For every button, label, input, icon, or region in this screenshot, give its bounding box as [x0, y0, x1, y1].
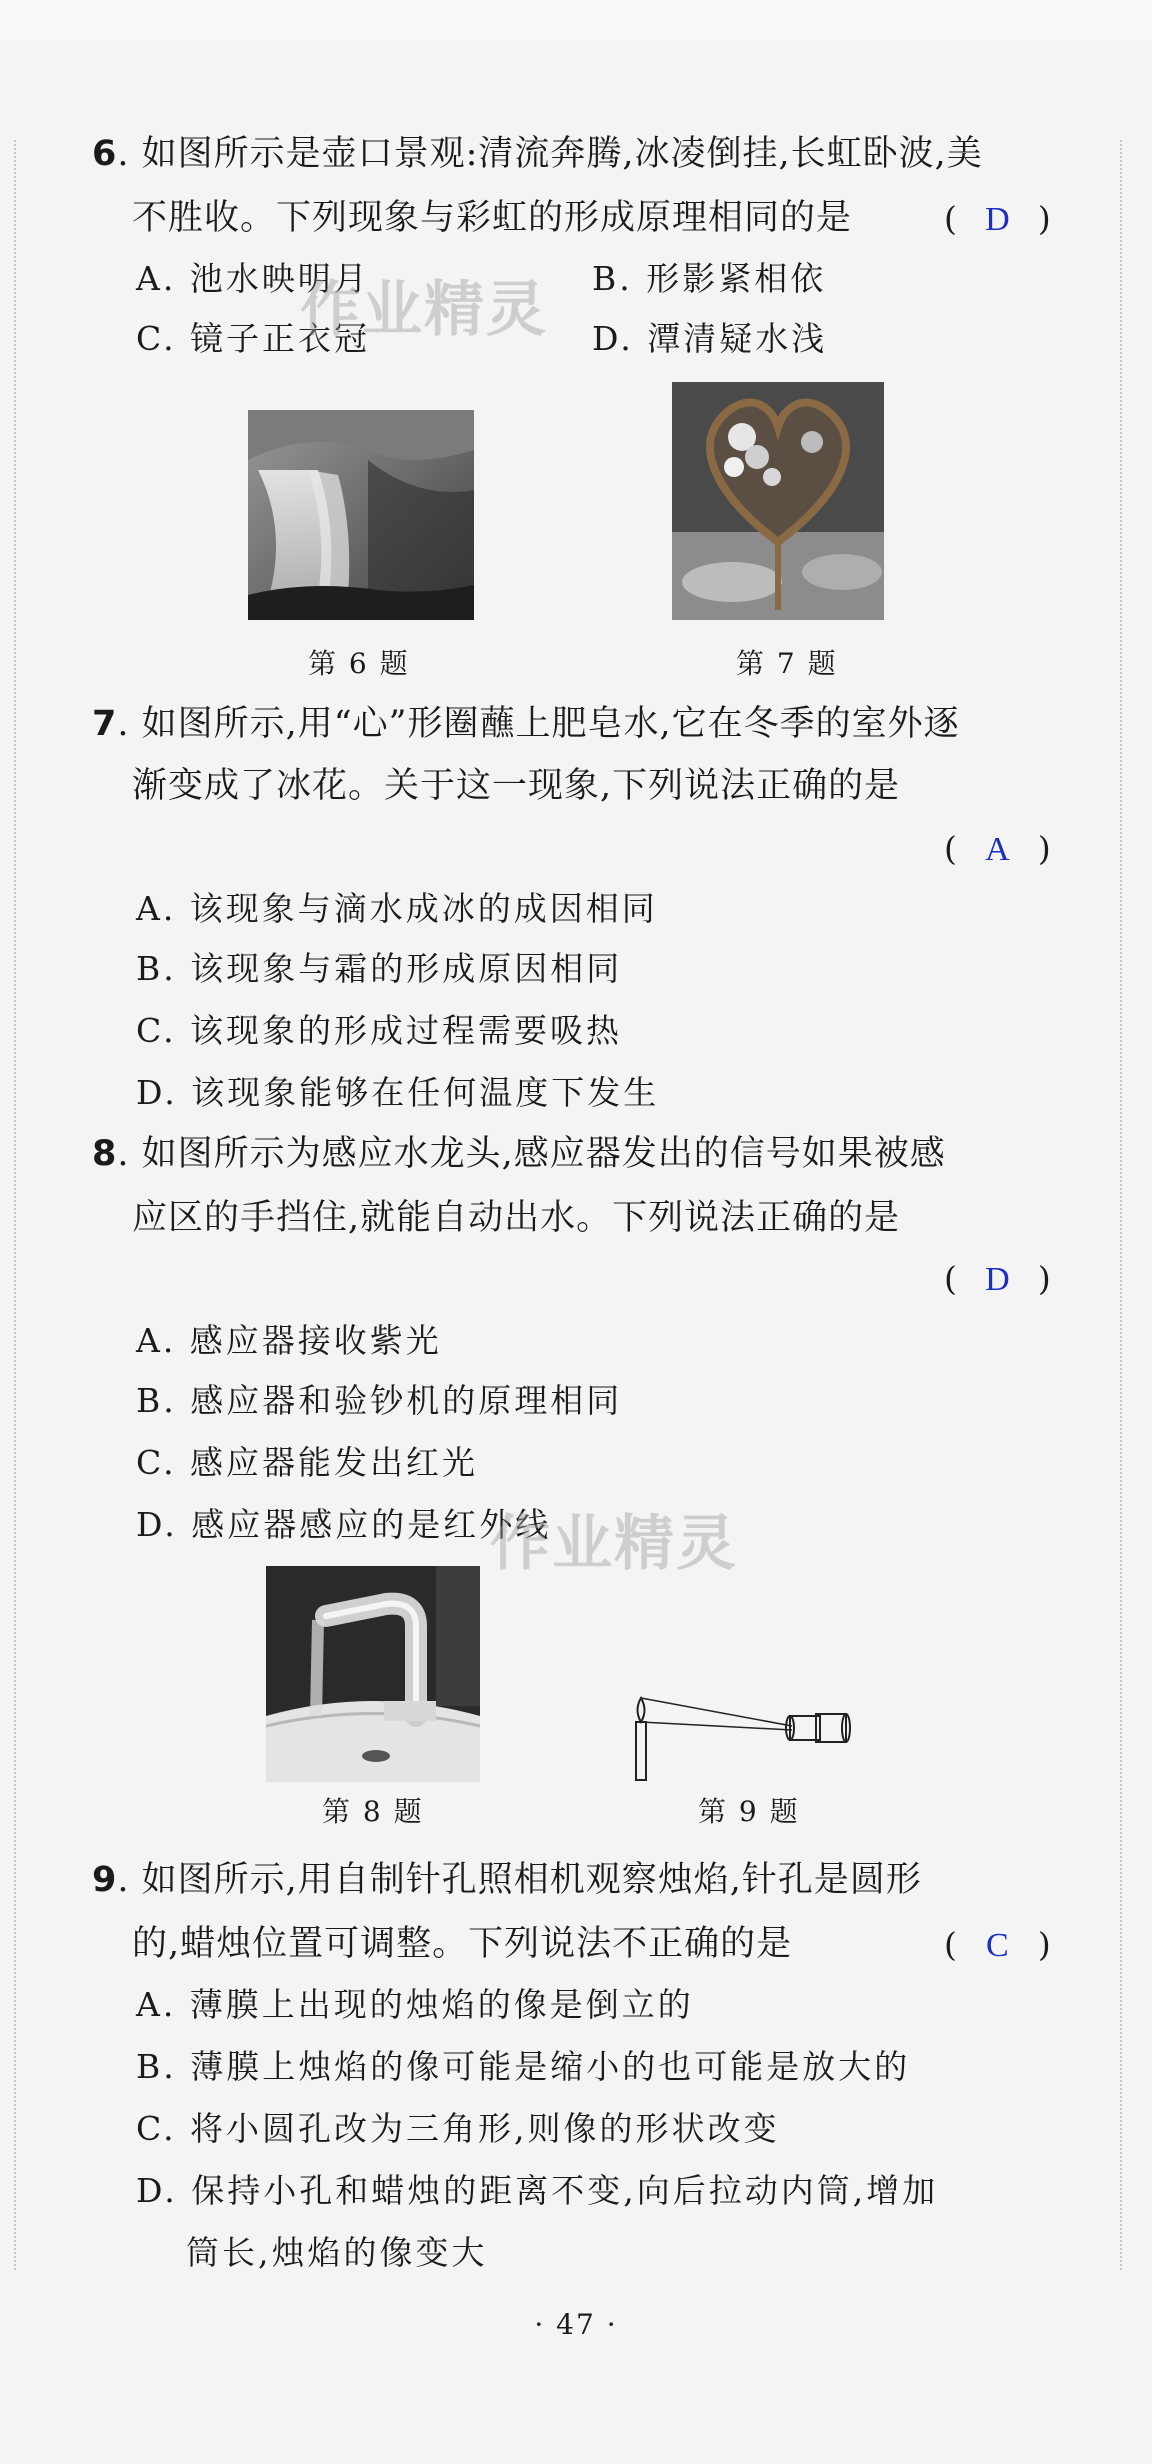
- option-a: A. 池水映明月: [136, 259, 370, 298]
- option-b: B. 该现象与霜的形成原因相同: [136, 949, 623, 988]
- question-9-line-2: 的,蜡烛位置可调整。下列说法不正确的是: [132, 1924, 793, 1964]
- question-7-line-1: 7. 如图所示,用“心”形圈蘸上肥皂水,它在冬季的室外逐: [92, 704, 960, 744]
- question-6-line-1: 6. 如图所示是壶口景观:清流奔腾,冰凌倒挂,长虹卧波,美: [92, 134, 983, 174]
- answer-letter: D: [985, 1261, 1010, 1298]
- figure-9-caption: 第 9 题: [698, 1795, 800, 1828]
- figure-8-faucet-photo: [266, 1566, 480, 1782]
- option-d-continued: 筒长,烛焰的像变大: [186, 2233, 488, 2272]
- option-a: A. 该现象与滴水成冰的成因相同: [136, 889, 658, 928]
- figure-9-pinhole-camera-diagram: [630, 1686, 860, 1786]
- watermark: 作业精灵: [300, 275, 548, 345]
- option-b: B. 形影紧相依: [592, 259, 827, 298]
- option-c: C. 将小圆孔改为三角形,则像的形状改变: [136, 2109, 780, 2148]
- option-b: B. 感应器和验钞机的原理相同: [136, 1381, 623, 1420]
- option-d: D. 该现象能够在任何温度下发生: [136, 1073, 660, 1112]
- option-b: B. 薄膜上烛焰的像可能是缩小的也可能是放大的: [136, 2047, 911, 2086]
- question-number: 8: [92, 1134, 118, 1174]
- option-c: C. 该现象的形成过程需要吸热: [136, 1011, 623, 1050]
- watermark: 作业精灵: [490, 1509, 738, 1579]
- question-7-line-2: 渐变成了冰花。关于这一现象,下列说法正确的是: [132, 766, 901, 806]
- page-right-border: [1120, 140, 1122, 2270]
- answer-bracket: ( C ): [944, 1922, 1051, 1969]
- option-a: A. 薄膜上出现的烛焰的像是倒立的: [136, 1985, 694, 2024]
- question-text: 如图所示是壶口景观:清流奔腾,冰凌倒挂,长虹卧波,美: [141, 134, 983, 174]
- page-left-border: [14, 140, 16, 2270]
- question-6-line-2: 不胜收。下列现象与彩虹的形成原理相同的是: [132, 198, 853, 238]
- option-d: D. 潭清疑水浅: [592, 319, 828, 358]
- page-top-edge: [0, 0, 1152, 40]
- question-number: 9: [92, 1860, 118, 1900]
- figure-7-caption: 第 7 题: [736, 647, 838, 680]
- option-c: C. 感应器能发出红光: [136, 1443, 479, 1482]
- option-d: D. 保持小孔和蜡烛的距离不变,向后拉动内筒,增加: [136, 2171, 939, 2210]
- answer-bracket: ( D ): [944, 196, 1051, 243]
- answer-bracket: ( A ): [944, 826, 1051, 873]
- question-number: 6: [92, 134, 118, 174]
- figure-6-caption: 第 6 题: [308, 647, 410, 680]
- answer-bracket: ( D ): [944, 1256, 1051, 1303]
- question-text: 如图所示,用自制针孔照相机观察烛焰,针孔是圆形: [141, 1860, 922, 1900]
- figure-8-caption: 第 8 题: [322, 1795, 424, 1828]
- question-8-line-2: 应区的手挡住,就能自动出水。下列说法正确的是: [132, 1198, 901, 1238]
- figure-6-waterfall-photo: [248, 410, 474, 620]
- answer-letter: D: [985, 201, 1010, 238]
- question-9-line-1: 9. 如图所示,用自制针孔照相机观察烛焰,针孔是圆形: [92, 1860, 922, 1900]
- answer-letter: A: [985, 831, 1010, 868]
- question-8-line-1: 8. 如图所示为感应水龙头,感应器发出的信号如果被感: [92, 1134, 946, 1174]
- question-text: 如图所示,用“心”形圈蘸上肥皂水,它在冬季的室外逐: [141, 704, 960, 744]
- figure-7-ice-heart-photo: [672, 382, 884, 620]
- question-number: 7: [92, 704, 118, 744]
- option-a: A. 感应器接收紫光: [136, 1321, 442, 1360]
- page-number: · 47 ·: [534, 2308, 618, 2341]
- question-text: 如图所示为感应水龙头,感应器发出的信号如果被感: [141, 1134, 946, 1174]
- option-c: C. 镜子正衣冠: [136, 319, 371, 358]
- option-d: D. 感应器感应的是红外线: [136, 1505, 552, 1544]
- answer-letter: C: [986, 1927, 1009, 1964]
